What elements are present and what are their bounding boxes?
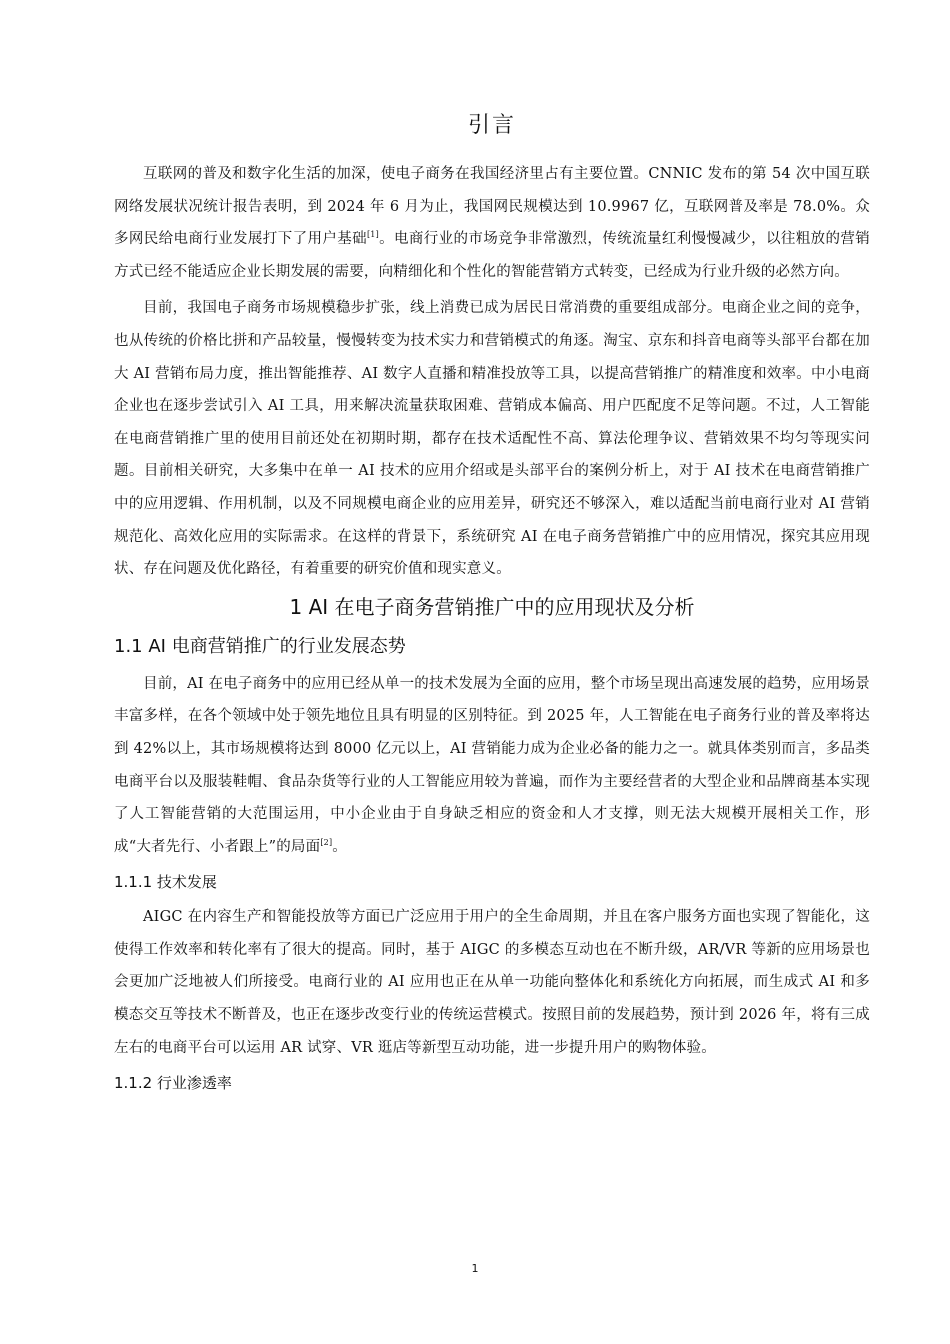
section-1-1-paragraph-1-text: 目前，AI 在电子商务中的应用已经从单一的技术发展为全面的应用，整个市场呈现出高速发展的趋势，应用场景丰富多样，在各个领域中处于领先地位且具有明显的区别特征。到 2025 年，人工智能在电子商务行业的普及率将达到 42%以上，其市场规模将达到 8000 亿元以上，AI 营销能力成为企业必备的能力之一。就具体类别而言，多品类电商平台以及服装鞋帽、食品杂货等行业的人工智能应用较为普遍，而作为主要经营者的大型企业和品牌商基本实现了人工智能营销的大范围运用，中小企业由于自身缺乏相应的资金和人才支撑，则无法大规模开展相关工作，形成“大者先行、小者跟上”的局面 xyxy=(114,675,871,855)
section-1-1-2-heading: 1.1.2 行业渗透率 xyxy=(114,1074,232,1093)
section-1-1-1-paragraph-1: AIGC 在内容生产和智能投放等方面已广泛应用于用户的全生命周期，并且在客户服务方面也实现了智能化，这使得工作效率和转化率有了很大的提高。同时，基于 AIGC 的多模态互动也在不断升级，AR/VR 等新的应用场景也会更加广泛地被人们所接受。电商行业的 AI 应用也正在从单一功能向整体化和系统化方向拓展，而生成式 AI 和多模态交互等技术不断普及，也正在逐步改变行业的传统运营模式。按照目前的发展趋势，预计到 2026 年，将有三成左右的电商平台可以运用 AR 试穿、VR 逛店等新型互动功能，进一步提升用户的购物体验。 xyxy=(114,909,870,1056)
intro-heading: 引言 xyxy=(467,113,516,138)
citation-1[interactable]: [1] xyxy=(366,230,379,240)
page-content xyxy=(114,108,870,1102)
section-1-1-paragraph-1-tail: 。 xyxy=(332,838,347,855)
intro-paragraph-1-text: 互联网的普及和数字化生活的加深，使电子商务在我国经济里占有主要位置。CNNIC 发布的第 54 次中国互联网络发展状况统计报告表明，到 2024 年 6 月为止，我国网民规模达到 10.9967 亿，互联网普及率是 78.0%。众多网民给电商行业发展打下了用户基础 xyxy=(114,166,870,248)
section-1-1-1-heading: 1.1.1 技术发展 xyxy=(114,873,217,892)
section-1-1-heading: 1.1 AI 电商营销推广的行业发展态势 xyxy=(114,635,406,657)
intro-paragraph-2: 目前，我国电子商务市场规模稳步扩张，线上消费已成为居民日常消费的重要组成部分。电商企业之间的竞争，也从传统的价格比拼和产品较量，慢慢转变为技术实力和营销模式的角逐。淘宝、京东和抖音电商等头部平台都在加大 AI 营销布局力度，推出智能推荐、AI 数字人直播和精准投放等工具，以提高营销推广的精准度和效率。中小电商企业也在逐步尝试引入 AI 工具，用来解决流量获取困难、营销成本偏高、用户匹配度不足等问题。不过，人工智能在电商营销推广里的使用目前还处在初期时期，都存在技术适配性不高、算法伦理争议、营销效果不均匀等现实问题。目前相关研究，大多集中在单一 AI 技术的应用介绍或是头部平台的案例分析上，对于 AI 技术在电商营销推广中的应用逻辑、作用机制，以及不同规模电商企业的应用差异，研究还不够深入，难以适配当前电商行业对 AI 营销规范化、高效化应用的实际需求。在这样的背景下，系统研究 AI 在电子商务营销推广中的应用情况，探究其应用现状、存在问题及优化路径，有着重要的研究价值和现实意义。 xyxy=(114,300,870,578)
intro-paragraph-1-tail: 。电商行业的市场竞争非常激烈，传统流量红利慢慢减少，以往粗放的营销方式已经不能适应企业长期发展的需要，向精细化和个性化的智能营销方式转变，已经成为行业升级的必然方向。 xyxy=(114,231,870,280)
page-number: 1 xyxy=(471,1262,479,1275)
section-1-heading: 1 AI 在电子商务营销推广中的应用现状及分析 xyxy=(289,594,695,619)
intro-paragraph-1 xyxy=(114,158,870,288)
citation-2[interactable]: [2] xyxy=(320,837,333,847)
section-1-1-paragraph-1 xyxy=(114,668,870,864)
